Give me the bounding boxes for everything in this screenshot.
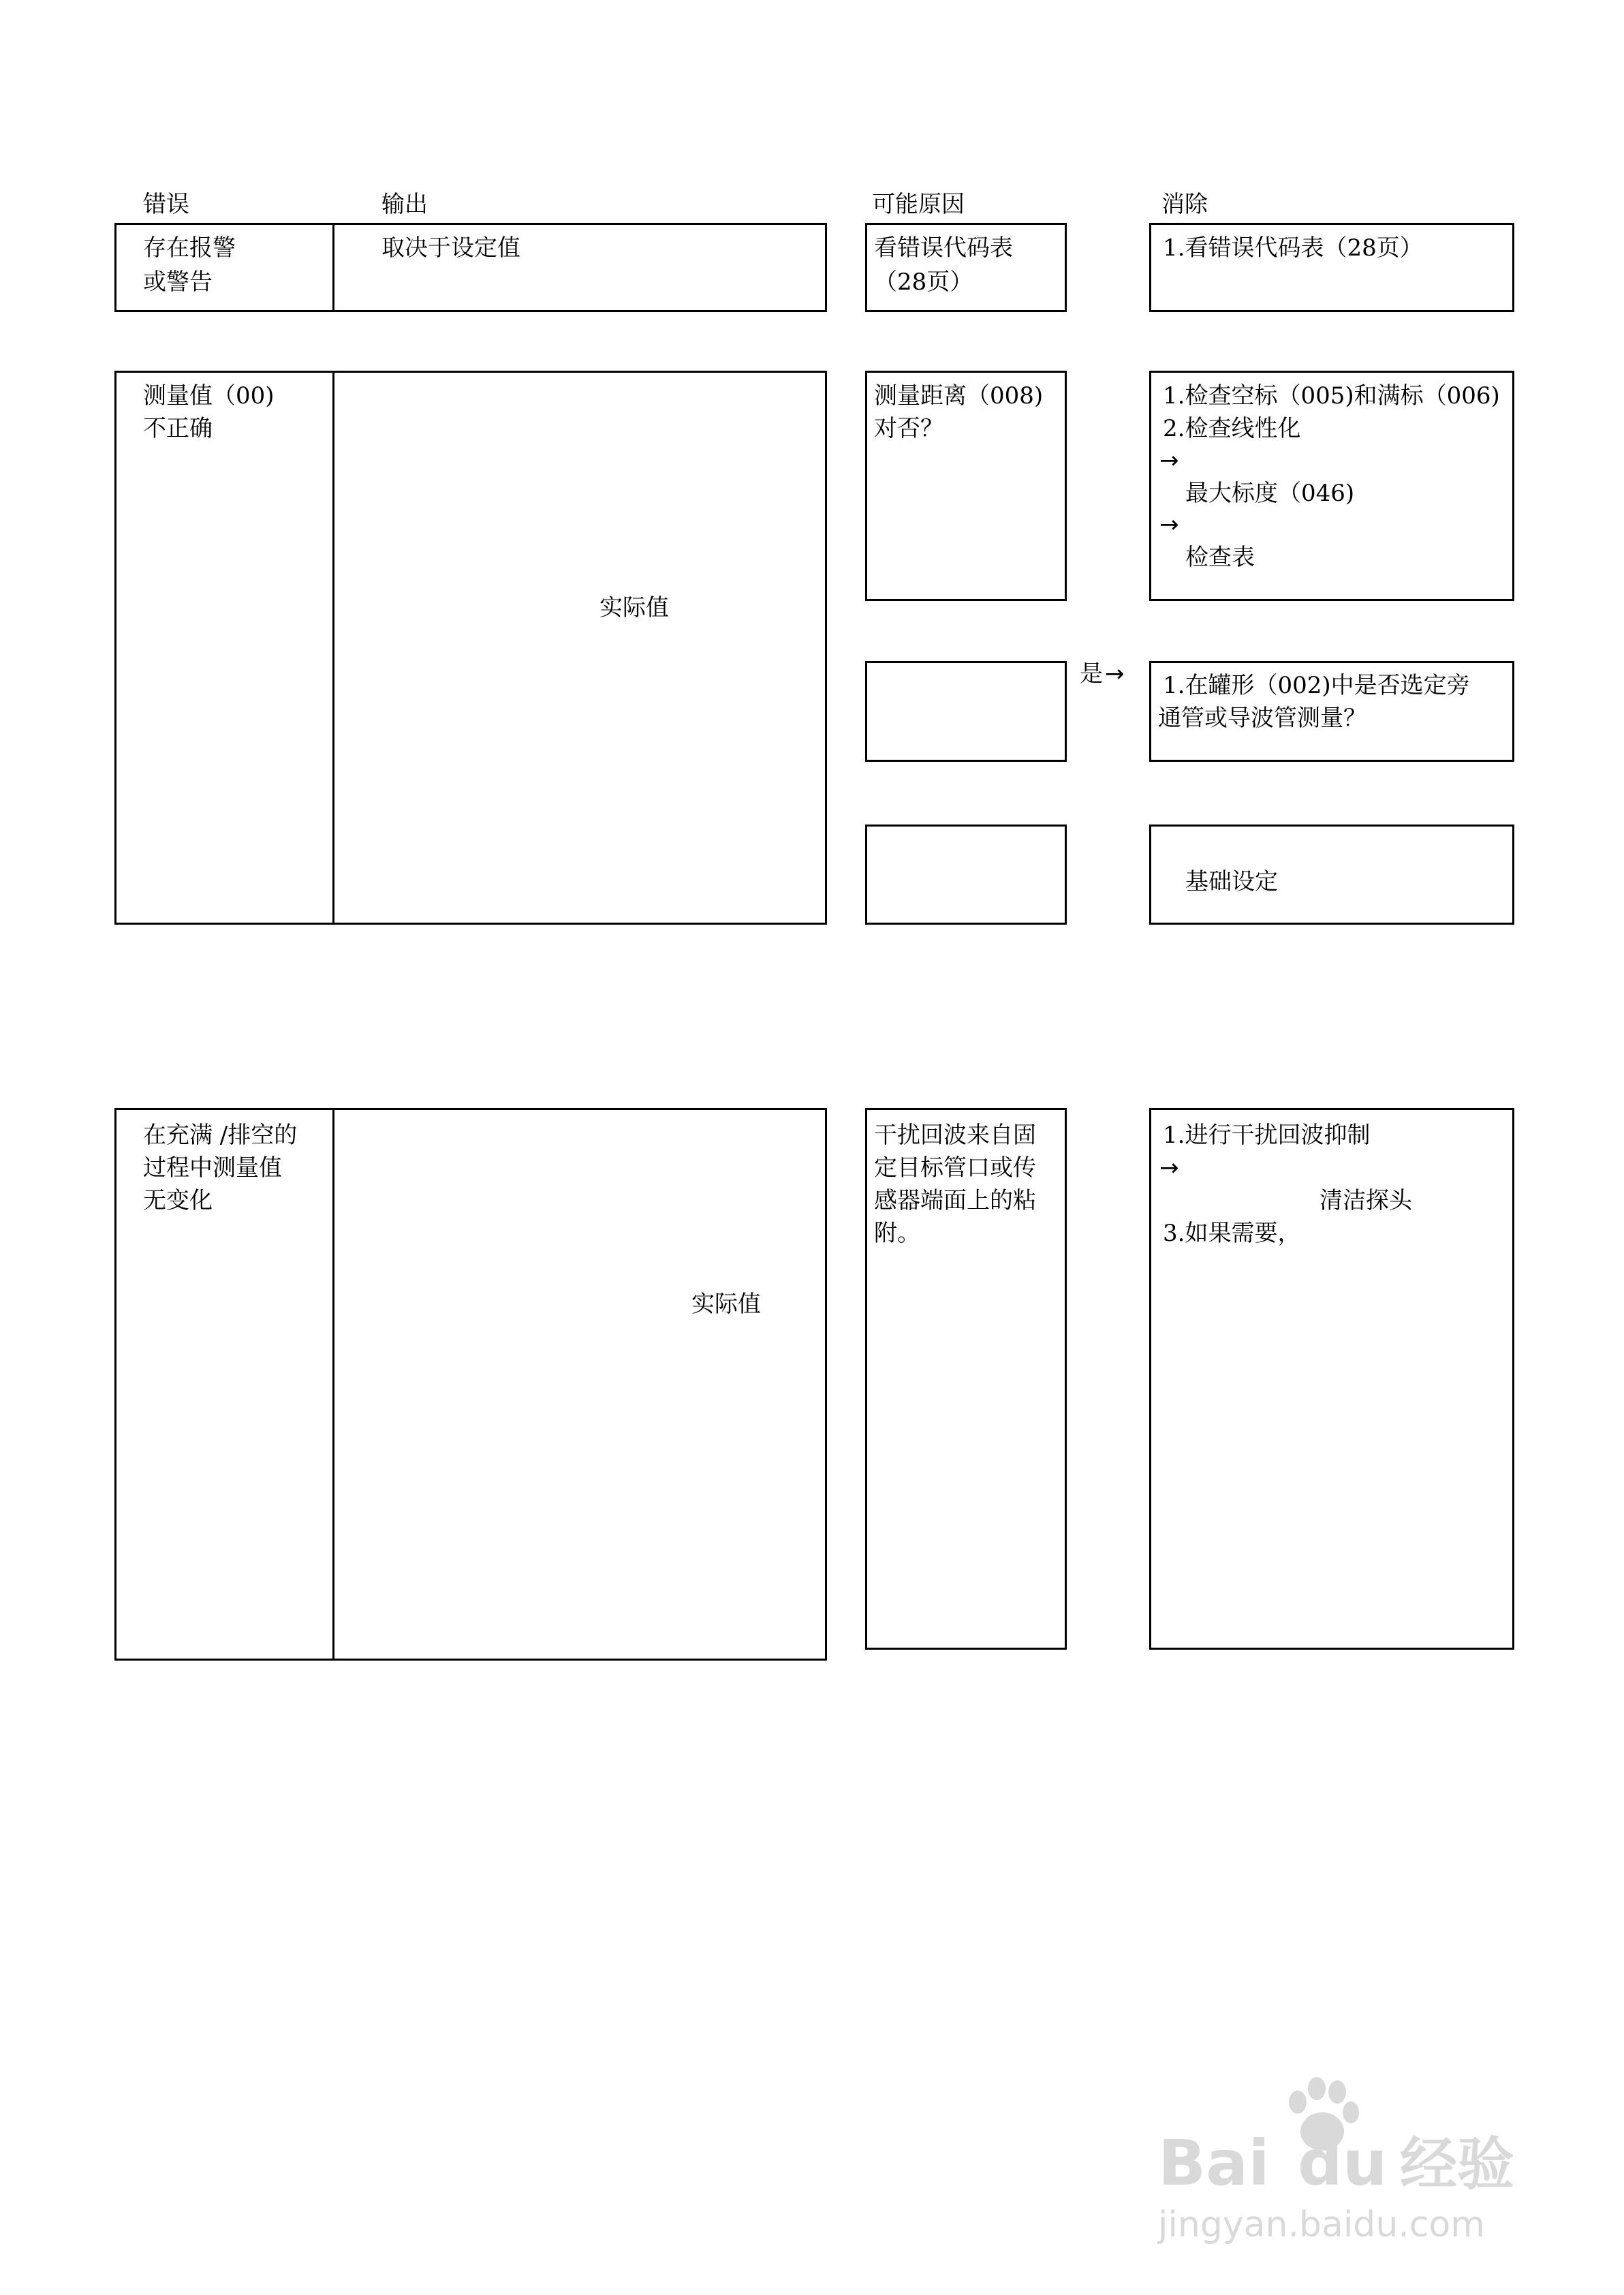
watermark-url: jingyan.baidu.com <box>1158 2204 1485 2245</box>
row2-remedy-b-line2: 通管或导波管测量？ <box>1158 705 1367 732</box>
row2-cause-b-box <box>865 661 1067 762</box>
row3-output: 实际值 <box>691 1291 761 1318</box>
row2-error-line1: 测量值（00) <box>143 382 275 410</box>
header-remedy: 消除 <box>1161 191 1208 218</box>
row3-cause-line3: 感器端面上的粘 <box>874 1187 1036 1214</box>
row3-cause-line2: 定目标管口或传 <box>874 1154 1036 1182</box>
header-error: 错误 <box>143 191 189 218</box>
row1-cause-line1: 看错误代码表 <box>874 234 1013 262</box>
row3-error-line3: 无变化 <box>143 1187 213 1214</box>
row2-remedy-a-line1: 1.检查空标（005)和满标（006) <box>1163 382 1500 410</box>
row2-remedy-c: 基础设定 <box>1185 868 1278 895</box>
row2-yes-label: 是 <box>1080 660 1103 688</box>
row2-remedy-a-line2: 2.检查线性化 <box>1163 415 1301 442</box>
row2-error-line2: 不正确 <box>143 415 213 442</box>
row3-cause-line1: 干扰回波来自固 <box>874 1122 1036 1149</box>
row1-error-line1: 存在报警 <box>143 234 236 262</box>
watermark <box>1158 2071 1567 2249</box>
header-output: 输出 <box>381 191 428 218</box>
arrow-right-icon: → <box>1159 511 1179 538</box>
watermark-cn: 经验 <box>1400 2131 1515 2198</box>
row2-output: 实际值 <box>599 594 669 621</box>
row3-error-output-box <box>114 1108 827 1661</box>
watermark-brand: Bai <box>1158 2127 1270 2200</box>
arrow-right-icon: → <box>1159 447 1179 474</box>
row2-cause-c-box <box>865 825 1067 925</box>
row3-error-line2: 过程中测量值 <box>143 1154 282 1182</box>
row2-divider <box>332 371 334 925</box>
row3-divider <box>332 1108 334 1661</box>
row2-remedy-a-line4: 检查表 <box>1185 544 1255 571</box>
row1-remedy: 1.看错误代码表（28页） <box>1163 234 1423 262</box>
row2-remedy-a-line3: 最大标度（046) <box>1185 480 1355 507</box>
row3-remedy-line3: 3.如果需要， <box>1163 1220 1301 1247</box>
row2-error-output-box <box>114 371 827 925</box>
row2-cause-a-line1: 测量距离（008) <box>874 382 1044 410</box>
row1-cause-line2: （28页） <box>874 268 973 296</box>
row3-remedy-line2: 清洁探头 <box>1320 1187 1412 1214</box>
arrow-right-icon: → <box>1105 660 1125 688</box>
row3-cause-line4: 附。 <box>874 1220 920 1247</box>
header-cause: 可能原因 <box>872 191 965 218</box>
row1-output: 取决于设定值 <box>381 234 520 262</box>
row1-error-line2: 或警告 <box>143 268 213 296</box>
row2-cause-a-line2: 对否？ <box>874 415 943 442</box>
row3-remedy-line1: 1.进行干扰回波抑制 <box>1163 1122 1371 1149</box>
watermark-brand2: du <box>1298 2127 1388 2200</box>
row2-remedy-b-line1: 1.在罐形（002)中是否选定旁 <box>1163 672 1470 699</box>
row1-divider <box>332 223 334 312</box>
row3-error-line1: 在充满 /排空的 <box>143 1122 298 1149</box>
arrow-right-icon: → <box>1159 1154 1179 1182</box>
